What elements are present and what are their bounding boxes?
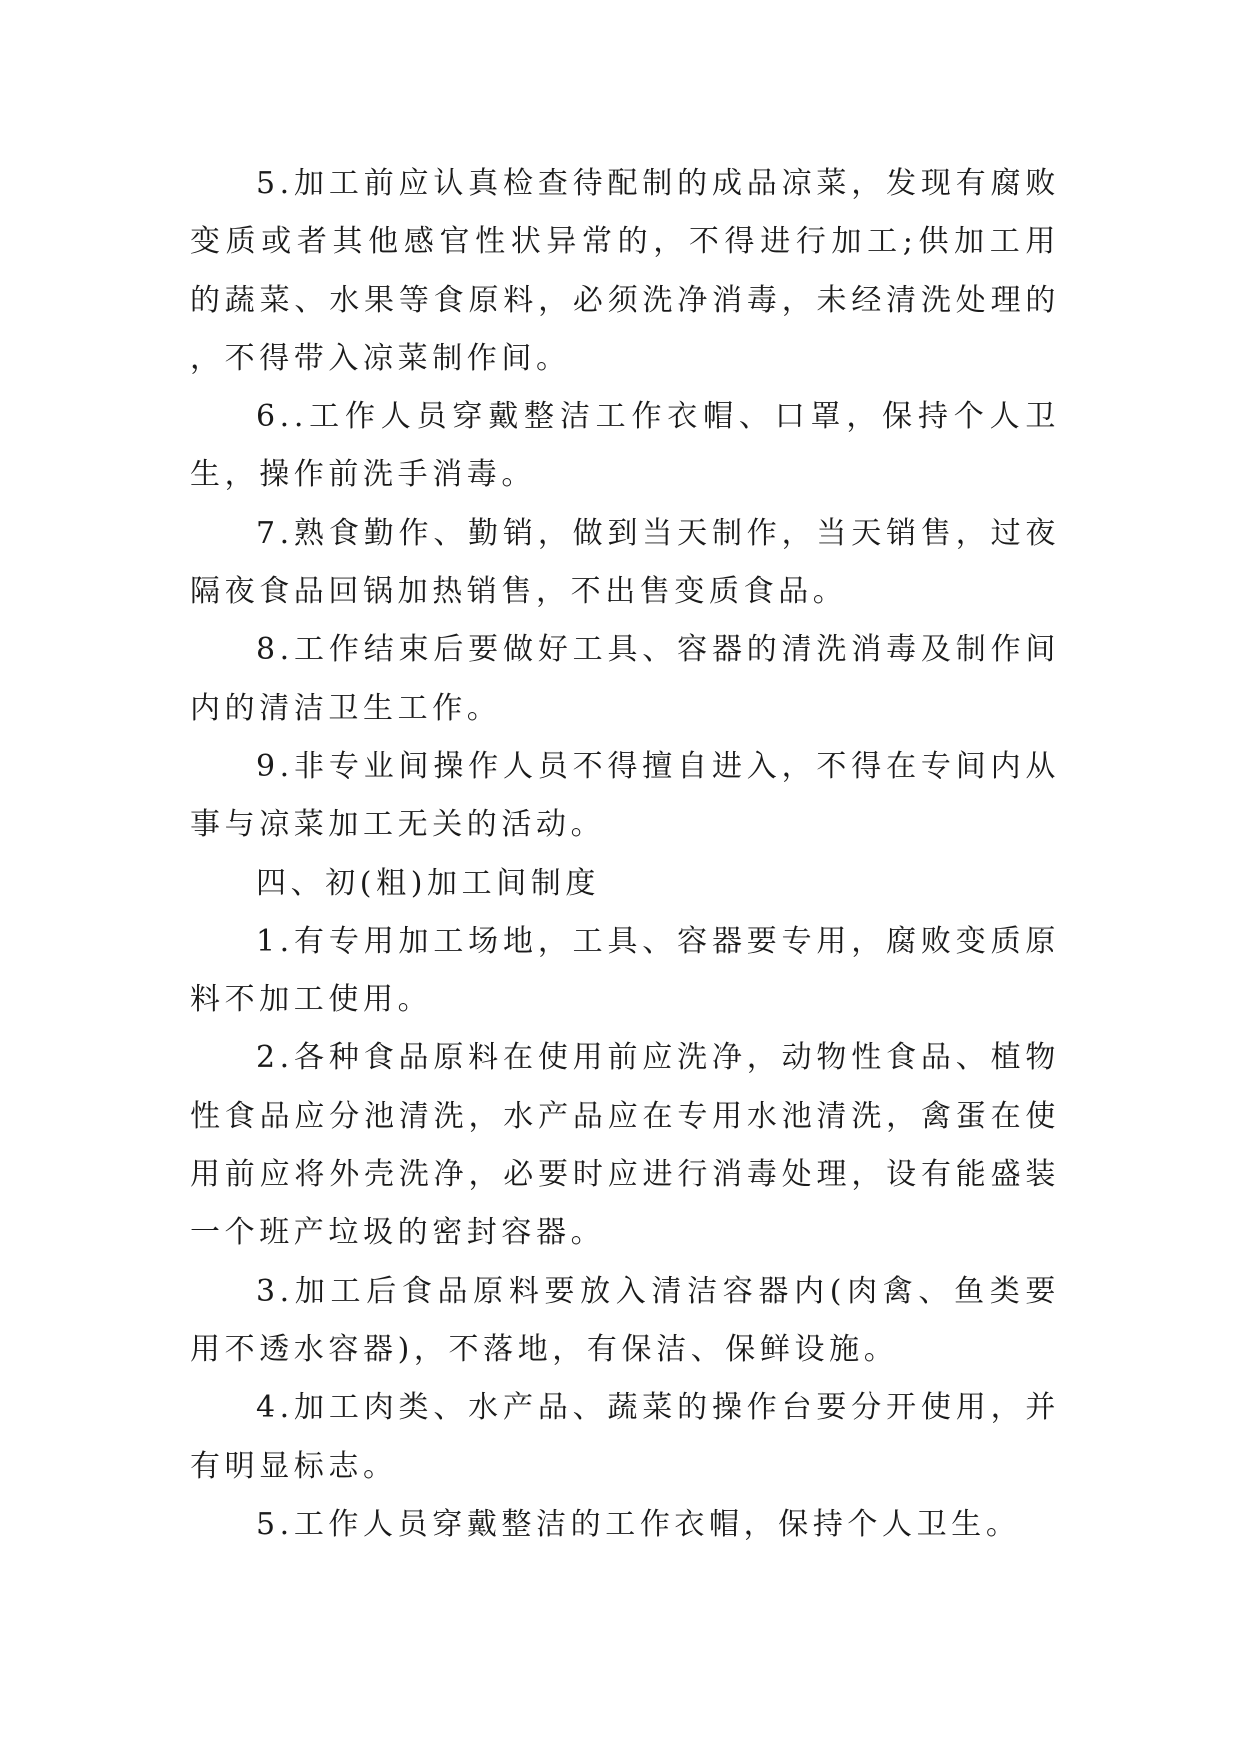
document-body [190, 155, 1060, 1554]
paragraph-item-6-staff-hygiene: 6..工作人员穿戴整洁工作衣帽、口罩，保持个人卫生，操作前洗手消毒。 [190, 399, 1060, 493]
paragraph-item-1-dedicated-site: 1.有专用加工场地，工具、容器要专用，腐败变质原料不加工使用。 [190, 923, 1060, 1018]
paragraph-item-2-washing: 2.各种食品原料在使用前应洗净，动物性食品、植物性食品应分池清洗，水产品应在专用水池清洗，禽蛋在使用前应将外壳洗净，必要时应进行消毒处理，设有能盛装一个班产垃圾的密封容器。 [190, 1040, 1060, 1251]
paragraph-item-3-containers: 3.加工后食品原料要放入清洁容器内(肉禽、鱼类要用不透水容器)，不落地，有保洁、保鲜设施。 [190, 1273, 1060, 1367]
paragraph-item-7-cooked-food-sales: 7.熟食勤作、勤销，做到当天制作，当天销售，过夜隔夜食品回锅加热销售，不出售变质食品。 [190, 515, 1060, 610]
section-heading-rough-processing: 四、初(粗)加工间制度 [256, 865, 601, 901]
paragraph-item-8-cleaning: 8.工作结束后要做好工具、容器的清洗消毒及制作间内的清洁卫生工作。 [190, 632, 1060, 726]
paragraph-item-9-access-control: 9.非专业间操作人员不得擅自进入，不得在专间内从事与凉菜加工无关的活动。 [190, 748, 1060, 843]
paragraph-item-5-staff-attire: 5.工作人员穿戴整洁的工作衣帽，保持个人卫生。 [256, 1506, 1021, 1542]
paragraph-item-5-cold-dish-inspection: 5.加工前应认真检查待配制的成品凉菜，发现有腐败变质或者其他感官性状异常的，不得进行加工;供加工用的蔬菜、水果等食原料，必须洗净消毒，未经清洗处理的，不得带入凉菜制作间。 [190, 166, 1060, 376]
paragraph-item-4-separate-counters: 4.加工肉类、水产品、蔬菜的操作台要分开使用，并有明显标志。 [190, 1390, 1060, 1484]
